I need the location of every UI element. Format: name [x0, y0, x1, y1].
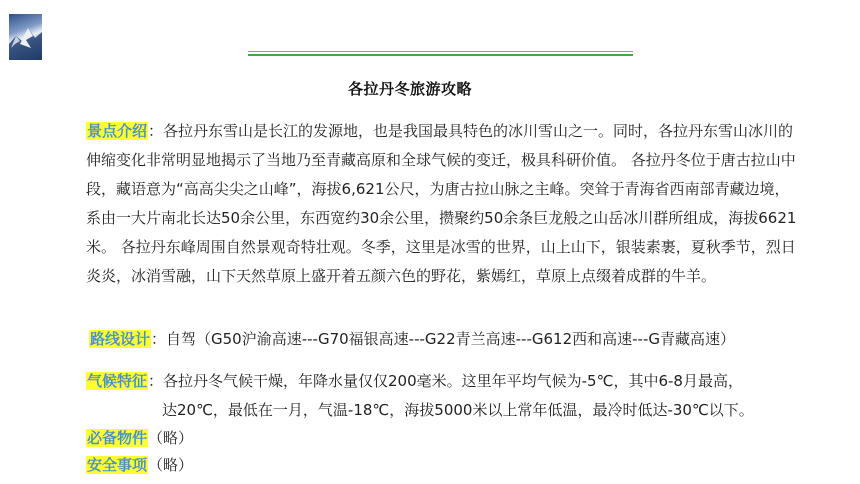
- intro-section: [86, 117, 802, 291]
- safety-text: （略）: [148, 456, 194, 474]
- intro-label: 景点介绍: [87, 122, 148, 140]
- safety-section: [86, 451, 193, 480]
- climate-section: [86, 367, 802, 425]
- climate-label: 气候特征: [87, 372, 148, 390]
- page-title: 各拉丹冬旅游攻略: [347, 80, 472, 98]
- safety-label: 安全事项: [87, 456, 148, 474]
- title-divider: [248, 51, 633, 58]
- items-text: （略）: [148, 429, 194, 447]
- route-label: 路线设计: [90, 330, 151, 348]
- route-section: [89, 325, 805, 354]
- items-section: [86, 424, 193, 453]
- intro-text: ：各拉丹东雪山是长江的发源地，也是我国最具特色的冰川雪山之一。同时，各拉丹东雪山冰川的伸缩变化非常明显地揭示了当地乃至青藏高原和全球气候的变迁，极具科研价值。 各拉丹冬位于唐古拉山中段，藏语意为“高高尖尖之山峰”，海拔6,621公尺，为唐古拉山脉之主峰。突耸于青海省西南部青藏边境，系由一大片南北长达50余公里，东西宽约30余公里，攒聚约50余条巨龙般之山岳冰川群所组成，海拔6621米。 各拉丹东峰周围自然景观奇特壮观。冬季，这里是冰雪的世界，山上山下，银装素裹，夏秋季节，烈日炎炎，冰消雪融，山下天然草原上盛开着五颜六色的野花，紫嫣红，草原上点缀着成群的牛羊。: [86, 122, 797, 285]
- route-text: ：自驾（G50沪渝高速---G70福银高速---G22青兰高速---G612西和高速---G青藏高速）: [151, 330, 735, 348]
- items-label: 必备物件: [87, 429, 148, 447]
- climate-text-line2: 达20℃，最低在一月，气温-18℃，海拔5000米以上常年低温，最冷时低达-30℃以下。: [162, 401, 754, 419]
- snow-mountain-logo: [9, 14, 42, 60]
- climate-text-line1: ：各拉丹冬气候干燥，年降水量仅仅200毫米。这里年平均气候为-5℃，其中6-8月最高，: [148, 372, 743, 390]
